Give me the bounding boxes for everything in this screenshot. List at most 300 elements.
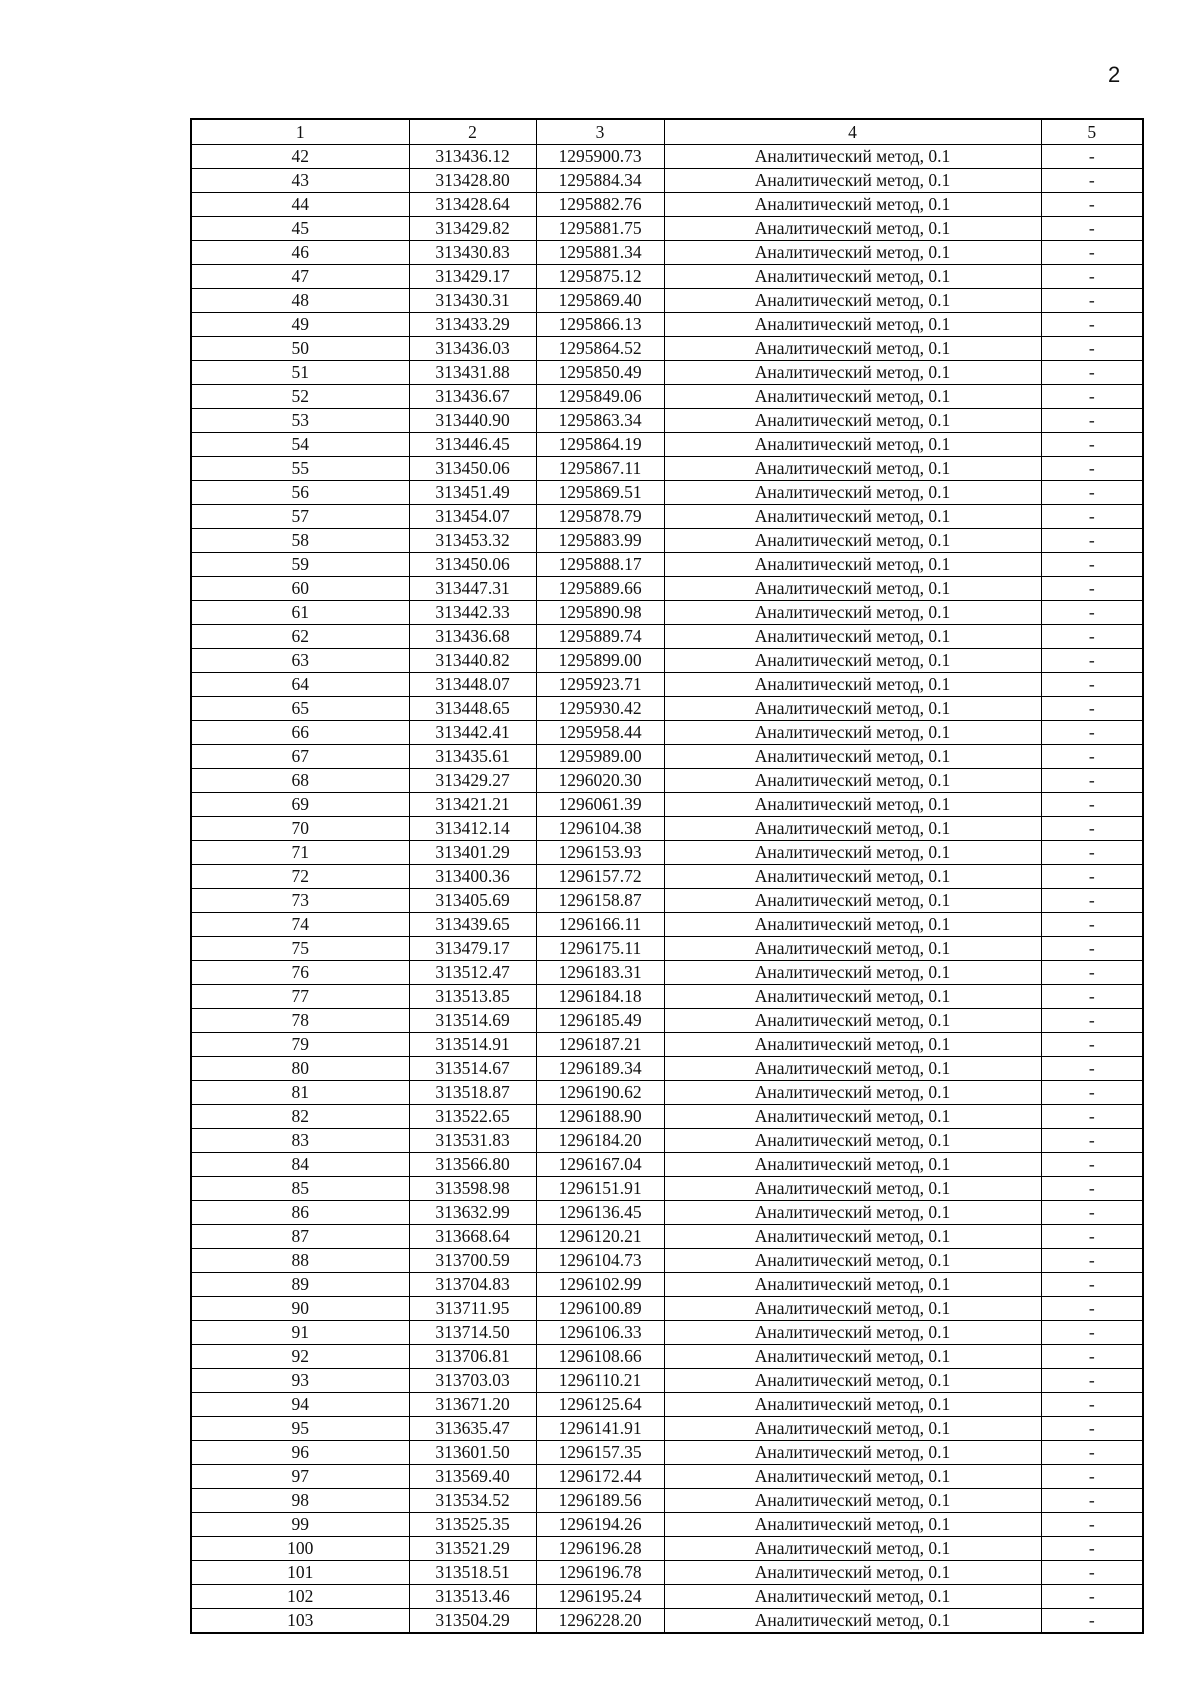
y-coordinate-cell: 1295989.00 <box>536 745 664 769</box>
y-coordinate-cell: 1296158.87 <box>536 889 664 913</box>
description-cell: - <box>1041 385 1143 409</box>
x-coordinate-cell: 313504.29 <box>409 1609 536 1634</box>
x-coordinate-cell: 313436.03 <box>409 337 536 361</box>
y-coordinate-cell: 1296195.24 <box>536 1585 664 1609</box>
x-coordinate-cell: 313450.06 <box>409 553 536 577</box>
point-number-cell: 50 <box>191 337 409 361</box>
column-header-3: 3 <box>536 119 664 145</box>
table-row <box>191 1513 1143 1537</box>
point-number-cell: 48 <box>191 289 409 313</box>
table-row <box>191 1321 1143 1345</box>
point-number-cell: 68 <box>191 769 409 793</box>
table-row <box>191 313 1143 337</box>
y-coordinate-cell: 1295866.13 <box>536 313 664 337</box>
description-cell: - <box>1041 1465 1143 1489</box>
method-cell: Аналитический метод, 0.1 <box>664 1537 1041 1561</box>
method-cell: Аналитический метод, 0.1 <box>664 1129 1041 1153</box>
x-coordinate-cell: 313401.29 <box>409 841 536 865</box>
x-coordinate-cell: 313522.65 <box>409 1105 536 1129</box>
y-coordinate-cell: 1296100.89 <box>536 1297 664 1321</box>
table-row <box>191 1033 1143 1057</box>
x-coordinate-cell: 313436.12 <box>409 145 536 169</box>
description-cell: - <box>1041 577 1143 601</box>
description-cell: - <box>1041 193 1143 217</box>
column-header-4: 4 <box>664 119 1041 145</box>
x-coordinate-cell: 313671.20 <box>409 1393 536 1417</box>
column-header-1: 1 <box>191 119 409 145</box>
point-number-cell: 85 <box>191 1177 409 1201</box>
y-coordinate-cell: 1296166.11 <box>536 913 664 937</box>
y-coordinate-cell: 1295850.49 <box>536 361 664 385</box>
description-cell: - <box>1041 1489 1143 1513</box>
point-number-cell: 89 <box>191 1273 409 1297</box>
column-header-2: 2 <box>409 119 536 145</box>
point-number-cell: 91 <box>191 1321 409 1345</box>
description-cell: - <box>1041 1105 1143 1129</box>
method-cell: Аналитический метод, 0.1 <box>664 673 1041 697</box>
table-row <box>191 1441 1143 1465</box>
method-cell: Аналитический метод, 0.1 <box>664 193 1041 217</box>
description-cell: - <box>1041 601 1143 625</box>
y-coordinate-cell: 1295888.17 <box>536 553 664 577</box>
description-cell: - <box>1041 937 1143 961</box>
point-number-cell: 72 <box>191 865 409 889</box>
table-row <box>191 625 1143 649</box>
x-coordinate-cell: 313454.07 <box>409 505 536 529</box>
description-cell: - <box>1041 289 1143 313</box>
x-coordinate-cell: 313711.95 <box>409 1297 536 1321</box>
table-row <box>191 1105 1143 1129</box>
table-row <box>191 1009 1143 1033</box>
point-number-cell: 77 <box>191 985 409 1009</box>
point-number-cell: 88 <box>191 1249 409 1273</box>
table-row <box>191 241 1143 265</box>
table-row <box>191 361 1143 385</box>
y-coordinate-cell: 1296183.31 <box>536 961 664 985</box>
table-header <box>191 119 1143 145</box>
y-coordinate-cell: 1295889.74 <box>536 625 664 649</box>
x-coordinate-cell: 313703.03 <box>409 1369 536 1393</box>
y-coordinate-cell: 1296151.91 <box>536 1177 664 1201</box>
y-coordinate-cell: 1296196.28 <box>536 1537 664 1561</box>
table-row <box>191 1345 1143 1369</box>
description-cell: - <box>1041 793 1143 817</box>
table-row <box>191 673 1143 697</box>
point-number-cell: 52 <box>191 385 409 409</box>
description-cell: - <box>1041 625 1143 649</box>
description-cell: - <box>1041 1561 1143 1585</box>
point-number-cell: 83 <box>191 1129 409 1153</box>
method-cell: Аналитический метод, 0.1 <box>664 1465 1041 1489</box>
x-coordinate-cell: 313521.29 <box>409 1537 536 1561</box>
x-coordinate-cell: 313421.21 <box>409 793 536 817</box>
table-row <box>191 529 1143 553</box>
point-number-cell: 75 <box>191 937 409 961</box>
method-cell: Аналитический метод, 0.1 <box>664 1057 1041 1081</box>
point-number-cell: 71 <box>191 841 409 865</box>
y-coordinate-cell: 1295923.71 <box>536 673 664 697</box>
point-number-cell: 47 <box>191 265 409 289</box>
method-cell: Аналитический метод, 0.1 <box>664 697 1041 721</box>
description-cell: - <box>1041 769 1143 793</box>
method-cell: Аналитический метод, 0.1 <box>664 1297 1041 1321</box>
x-coordinate-cell: 313405.69 <box>409 889 536 913</box>
table-row <box>191 457 1143 481</box>
table-row <box>191 1153 1143 1177</box>
x-coordinate-cell: 313513.46 <box>409 1585 536 1609</box>
point-number-cell: 54 <box>191 433 409 457</box>
x-coordinate-cell: 313447.31 <box>409 577 536 601</box>
method-cell: Аналитический метод, 0.1 <box>664 745 1041 769</box>
table-row <box>191 1417 1143 1441</box>
description-cell: - <box>1041 1225 1143 1249</box>
y-coordinate-cell: 1296189.34 <box>536 1057 664 1081</box>
y-coordinate-cell: 1295867.11 <box>536 457 664 481</box>
y-coordinate-cell: 1295884.34 <box>536 169 664 193</box>
point-number-cell: 62 <box>191 625 409 649</box>
method-cell: Аналитический метод, 0.1 <box>664 265 1041 289</box>
point-number-cell: 87 <box>191 1225 409 1249</box>
table-row <box>191 889 1143 913</box>
y-coordinate-cell: 1296185.49 <box>536 1009 664 1033</box>
page-number: 2 <box>1108 62 1121 87</box>
x-coordinate-cell: 313436.67 <box>409 385 536 409</box>
point-number-cell: 56 <box>191 481 409 505</box>
method-cell: Аналитический метод, 0.1 <box>664 793 1041 817</box>
x-coordinate-cell: 313668.64 <box>409 1225 536 1249</box>
table-row <box>191 337 1143 361</box>
description-cell: - <box>1041 1297 1143 1321</box>
x-coordinate-cell: 313429.27 <box>409 769 536 793</box>
x-coordinate-cell: 313446.45 <box>409 433 536 457</box>
point-number-cell: 57 <box>191 505 409 529</box>
table-row <box>191 1249 1143 1273</box>
x-coordinate-cell: 313429.82 <box>409 217 536 241</box>
method-cell: Аналитический метод, 0.1 <box>664 961 1041 985</box>
x-coordinate-cell: 313430.83 <box>409 241 536 265</box>
method-cell: Аналитический метод, 0.1 <box>664 553 1041 577</box>
x-coordinate-cell: 313598.98 <box>409 1177 536 1201</box>
y-coordinate-cell: 1296196.78 <box>536 1561 664 1585</box>
table-row <box>191 1273 1143 1297</box>
y-coordinate-cell: 1296110.21 <box>536 1369 664 1393</box>
x-coordinate-cell: 313514.69 <box>409 1009 536 1033</box>
point-number-cell: 90 <box>191 1297 409 1321</box>
y-coordinate-cell: 1296102.99 <box>536 1273 664 1297</box>
y-coordinate-cell: 1295869.40 <box>536 289 664 313</box>
y-coordinate-cell: 1295958.44 <box>536 721 664 745</box>
x-coordinate-cell: 313714.50 <box>409 1321 536 1345</box>
y-coordinate-cell: 1296157.72 <box>536 865 664 889</box>
y-coordinate-cell: 1295890.98 <box>536 601 664 625</box>
point-number-cell: 79 <box>191 1033 409 1057</box>
x-coordinate-cell: 313442.41 <box>409 721 536 745</box>
method-cell: Аналитический метод, 0.1 <box>664 457 1041 481</box>
point-number-cell: 100 <box>191 1537 409 1561</box>
table-row <box>191 745 1143 769</box>
table-row <box>191 481 1143 505</box>
table-row <box>191 1369 1143 1393</box>
x-coordinate-cell: 313704.83 <box>409 1273 536 1297</box>
point-number-cell: 66 <box>191 721 409 745</box>
table-row <box>191 385 1143 409</box>
method-cell: Аналитический метод, 0.1 <box>664 937 1041 961</box>
method-cell: Аналитический метод, 0.1 <box>664 649 1041 673</box>
table-row <box>191 769 1143 793</box>
description-cell: - <box>1041 1537 1143 1561</box>
y-coordinate-cell: 1295849.06 <box>536 385 664 409</box>
description-cell: - <box>1041 649 1143 673</box>
table-row <box>191 217 1143 241</box>
x-coordinate-cell: 313632.99 <box>409 1201 536 1225</box>
y-coordinate-cell: 1295883.99 <box>536 529 664 553</box>
point-number-cell: 49 <box>191 313 409 337</box>
table-row <box>191 913 1143 937</box>
method-cell: Аналитический метод, 0.1 <box>664 505 1041 529</box>
x-coordinate-cell: 313514.67 <box>409 1057 536 1081</box>
method-cell: Аналитический метод, 0.1 <box>664 1369 1041 1393</box>
x-coordinate-cell: 313428.64 <box>409 193 536 217</box>
x-coordinate-cell: 313700.59 <box>409 1249 536 1273</box>
table-row <box>191 1177 1143 1201</box>
y-coordinate-cell: 1295881.34 <box>536 241 664 265</box>
x-coordinate-cell: 313400.36 <box>409 865 536 889</box>
x-coordinate-cell: 313566.80 <box>409 1153 536 1177</box>
point-number-cell: 55 <box>191 457 409 481</box>
description-cell: - <box>1041 745 1143 769</box>
method-cell: Аналитический метод, 0.1 <box>664 433 1041 457</box>
description-cell: - <box>1041 265 1143 289</box>
point-number-cell: 59 <box>191 553 409 577</box>
method-cell: Аналитический метод, 0.1 <box>664 169 1041 193</box>
description-cell: - <box>1041 169 1143 193</box>
description-cell: - <box>1041 313 1143 337</box>
y-coordinate-cell: 1295875.12 <box>536 265 664 289</box>
method-cell: Аналитический метод, 0.1 <box>664 1489 1041 1513</box>
y-coordinate-cell: 1295881.75 <box>536 217 664 241</box>
description-cell: - <box>1041 1249 1143 1273</box>
y-coordinate-cell: 1296172.44 <box>536 1465 664 1489</box>
description-cell: - <box>1041 1201 1143 1225</box>
x-coordinate-cell: 313635.47 <box>409 1417 536 1441</box>
x-coordinate-cell: 313435.61 <box>409 745 536 769</box>
table-row <box>191 1537 1143 1561</box>
description-cell: - <box>1041 961 1143 985</box>
description-cell: - <box>1041 337 1143 361</box>
table-row <box>191 409 1143 433</box>
point-number-cell: 98 <box>191 1489 409 1513</box>
table-row <box>191 1201 1143 1225</box>
description-cell: - <box>1041 1585 1143 1609</box>
table-row <box>191 1129 1143 1153</box>
x-coordinate-cell: 313513.85 <box>409 985 536 1009</box>
method-cell: Аналитический метод, 0.1 <box>664 1441 1041 1465</box>
table-row <box>191 169 1143 193</box>
table-row <box>191 841 1143 865</box>
point-number-cell: 74 <box>191 913 409 937</box>
x-coordinate-cell: 313442.33 <box>409 601 536 625</box>
x-coordinate-cell: 313430.31 <box>409 289 536 313</box>
description-cell: - <box>1041 1129 1143 1153</box>
description-cell: - <box>1041 817 1143 841</box>
x-coordinate-cell: 313514.91 <box>409 1033 536 1057</box>
x-coordinate-cell: 313439.65 <box>409 913 536 937</box>
table-row <box>191 649 1143 673</box>
table-row <box>191 289 1143 313</box>
y-coordinate-cell: 1296153.93 <box>536 841 664 865</box>
description-cell: - <box>1041 553 1143 577</box>
x-coordinate-cell: 313534.52 <box>409 1489 536 1513</box>
method-cell: Аналитический метод, 0.1 <box>664 217 1041 241</box>
method-cell: Аналитический метод, 0.1 <box>664 913 1041 937</box>
method-cell: Аналитический метод, 0.1 <box>664 241 1041 265</box>
description-cell: - <box>1041 505 1143 529</box>
column-header-5: 5 <box>1041 119 1143 145</box>
method-cell: Аналитический метод, 0.1 <box>664 1273 1041 1297</box>
method-cell: Аналитический метод, 0.1 <box>664 1105 1041 1129</box>
method-cell: Аналитический метод, 0.1 <box>664 865 1041 889</box>
table-row <box>191 721 1143 745</box>
description-cell: - <box>1041 433 1143 457</box>
table-row <box>191 145 1143 169</box>
table-row <box>191 1561 1143 1585</box>
description-cell: - <box>1041 1513 1143 1537</box>
y-coordinate-cell: 1295882.76 <box>536 193 664 217</box>
table-row <box>191 985 1143 1009</box>
description-cell: - <box>1041 1033 1143 1057</box>
method-cell: Аналитический метод, 0.1 <box>664 601 1041 625</box>
description-cell: - <box>1041 1441 1143 1465</box>
method-cell: Аналитический метод, 0.1 <box>664 1417 1041 1441</box>
description-cell: - <box>1041 985 1143 1009</box>
description-cell: - <box>1041 1369 1143 1393</box>
method-cell: Аналитический метод, 0.1 <box>664 1609 1041 1634</box>
method-cell: Аналитический метод, 0.1 <box>664 1513 1041 1537</box>
point-number-cell: 63 <box>191 649 409 673</box>
y-coordinate-cell: 1296175.11 <box>536 937 664 961</box>
table-row <box>191 193 1143 217</box>
y-coordinate-cell: 1296104.73 <box>536 1249 664 1273</box>
point-number-cell: 99 <box>191 1513 409 1537</box>
x-coordinate-cell: 313440.90 <box>409 409 536 433</box>
y-coordinate-cell: 1295899.00 <box>536 649 664 673</box>
table-row <box>191 601 1143 625</box>
description-cell: - <box>1041 841 1143 865</box>
description-cell: - <box>1041 1417 1143 1441</box>
method-cell: Аналитический метод, 0.1 <box>664 385 1041 409</box>
x-coordinate-cell: 313706.81 <box>409 1345 536 1369</box>
method-cell: Аналитический метод, 0.1 <box>664 721 1041 745</box>
x-coordinate-cell: 313429.17 <box>409 265 536 289</box>
y-coordinate-cell: 1295863.34 <box>536 409 664 433</box>
point-number-cell: 60 <box>191 577 409 601</box>
method-cell: Аналитический метод, 0.1 <box>664 817 1041 841</box>
table-row <box>191 1057 1143 1081</box>
table-row <box>191 1081 1143 1105</box>
table-row <box>191 1225 1143 1249</box>
description-cell: - <box>1041 1009 1143 1033</box>
x-coordinate-cell: 313453.32 <box>409 529 536 553</box>
method-cell: Аналитический метод, 0.1 <box>664 1225 1041 1249</box>
description-cell: - <box>1041 1057 1143 1081</box>
point-number-cell: 78 <box>191 1009 409 1033</box>
y-coordinate-cell: 1295900.73 <box>536 145 664 169</box>
point-number-cell: 80 <box>191 1057 409 1081</box>
point-number-cell: 51 <box>191 361 409 385</box>
method-cell: Аналитический метод, 0.1 <box>664 361 1041 385</box>
y-coordinate-cell: 1296188.90 <box>536 1105 664 1129</box>
y-coordinate-cell: 1296125.64 <box>536 1393 664 1417</box>
y-coordinate-cell: 1296184.18 <box>536 985 664 1009</box>
method-cell: Аналитический метод, 0.1 <box>664 1585 1041 1609</box>
point-number-cell: 101 <box>191 1561 409 1585</box>
description-cell: - <box>1041 145 1143 169</box>
y-coordinate-cell: 1295878.79 <box>536 505 664 529</box>
x-coordinate-cell: 313433.29 <box>409 313 536 337</box>
y-coordinate-cell: 1296228.20 <box>536 1609 664 1634</box>
y-coordinate-cell: 1296189.56 <box>536 1489 664 1513</box>
x-coordinate-cell: 313512.47 <box>409 961 536 985</box>
description-cell: - <box>1041 361 1143 385</box>
y-coordinate-cell: 1296194.26 <box>536 1513 664 1537</box>
point-number-cell: 67 <box>191 745 409 769</box>
point-number-cell: 94 <box>191 1393 409 1417</box>
point-number-cell: 95 <box>191 1417 409 1441</box>
table-row <box>191 817 1143 841</box>
point-number-cell: 70 <box>191 817 409 841</box>
table-row <box>191 793 1143 817</box>
point-number-cell: 93 <box>191 1369 409 1393</box>
method-cell: Аналитический метод, 0.1 <box>664 985 1041 1009</box>
table-row <box>191 937 1143 961</box>
method-cell: Аналитический метод, 0.1 <box>664 1153 1041 1177</box>
x-coordinate-cell: 313518.87 <box>409 1081 536 1105</box>
point-number-cell: 58 <box>191 529 409 553</box>
y-coordinate-cell: 1296104.38 <box>536 817 664 841</box>
table-row <box>191 697 1143 721</box>
description-cell: - <box>1041 241 1143 265</box>
point-number-cell: 82 <box>191 1105 409 1129</box>
y-coordinate-cell: 1296141.91 <box>536 1417 664 1441</box>
method-cell: Аналитический метод, 0.1 <box>664 145 1041 169</box>
method-cell: Аналитический метод, 0.1 <box>664 1201 1041 1225</box>
table-row <box>191 961 1143 985</box>
x-coordinate-cell: 313569.40 <box>409 1465 536 1489</box>
method-cell: Аналитический метод, 0.1 <box>664 841 1041 865</box>
point-number-cell: 46 <box>191 241 409 265</box>
point-number-cell: 64 <box>191 673 409 697</box>
x-coordinate-cell: 313448.07 <box>409 673 536 697</box>
point-number-cell: 69 <box>191 793 409 817</box>
y-coordinate-cell: 1296184.20 <box>536 1129 664 1153</box>
table-row <box>191 1393 1143 1417</box>
x-coordinate-cell: 313531.83 <box>409 1129 536 1153</box>
method-cell: Аналитический метод, 0.1 <box>664 289 1041 313</box>
y-coordinate-cell: 1295889.66 <box>536 577 664 601</box>
method-cell: Аналитический метод, 0.1 <box>664 1345 1041 1369</box>
point-number-cell: 86 <box>191 1201 409 1225</box>
x-coordinate-cell: 313440.82 <box>409 649 536 673</box>
x-coordinate-cell: 313525.35 <box>409 1513 536 1537</box>
method-cell: Аналитический метод, 0.1 <box>664 481 1041 505</box>
table-row <box>191 1297 1143 1321</box>
description-cell: - <box>1041 1609 1143 1634</box>
y-coordinate-cell: 1296061.39 <box>536 793 664 817</box>
description-cell: - <box>1041 1153 1143 1177</box>
table-row <box>191 577 1143 601</box>
description-cell: - <box>1041 217 1143 241</box>
x-coordinate-cell: 313431.88 <box>409 361 536 385</box>
